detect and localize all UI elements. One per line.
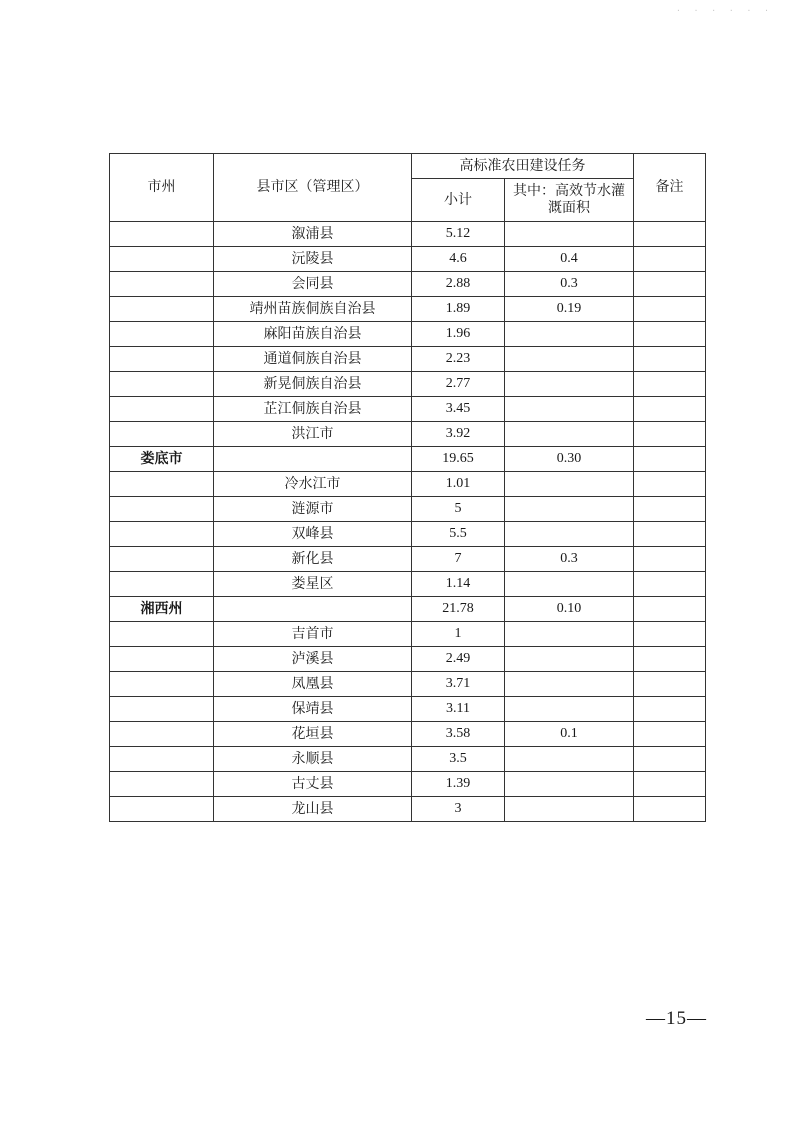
cell-water-saving	[505, 772, 634, 797]
scan-artifact-dots: · · · · · ·	[676, 6, 773, 15]
cell-subtotal: 2.23	[412, 347, 505, 372]
cell-water-saving: 0.3	[505, 547, 634, 572]
table-row	[110, 622, 706, 647]
cell-remark	[634, 747, 706, 772]
cell-water-saving	[505, 522, 634, 547]
cell-county: 靖州苗族侗族自治县	[214, 297, 412, 322]
cell-remark	[634, 572, 706, 597]
table-row	[110, 497, 706, 522]
cell-water-saving: 0.4	[505, 247, 634, 272]
cell-remark	[634, 347, 706, 372]
cell-subtotal: 7	[412, 547, 505, 572]
cell-water-saving: 0.19	[505, 297, 634, 322]
cell-city	[110, 372, 214, 397]
cell-county: 会同县	[214, 272, 412, 297]
table-row	[110, 572, 706, 597]
cell-county: 保靖县	[214, 697, 412, 722]
table-row	[110, 772, 706, 797]
cell-city	[110, 422, 214, 447]
cell-county: 芷江侗族自治县	[214, 397, 412, 422]
cell-county: 洪江市	[214, 422, 412, 447]
table-header	[110, 154, 706, 222]
table-row	[110, 322, 706, 347]
cell-remark	[634, 772, 706, 797]
cell-remark	[634, 397, 706, 422]
cell-water-saving: 0.3	[505, 272, 634, 297]
cell-remark	[634, 247, 706, 272]
cell-subtotal: 1.89	[412, 297, 505, 322]
cell-county: 花垣县	[214, 722, 412, 747]
cell-city	[110, 247, 214, 272]
table-row	[110, 697, 706, 722]
cell-water-saving: 0.30	[505, 447, 634, 472]
table-row	[110, 747, 706, 772]
cell-water-saving	[505, 472, 634, 497]
header-remark: 备注	[634, 154, 706, 222]
cell-subtotal: 21.78	[412, 597, 505, 622]
cell-subtotal: 1.39	[412, 772, 505, 797]
cell-water-saving	[505, 222, 634, 247]
cell-city	[110, 697, 214, 722]
cell-remark	[634, 622, 706, 647]
table-row	[110, 672, 706, 697]
cell-city	[110, 572, 214, 597]
table-row	[110, 347, 706, 372]
table-row	[110, 472, 706, 497]
cell-water-saving	[505, 322, 634, 347]
table-row	[110, 247, 706, 272]
cell-county: 娄星区	[214, 572, 412, 597]
cell-water-saving	[505, 672, 634, 697]
cell-remark	[634, 697, 706, 722]
cell-remark	[634, 672, 706, 697]
cell-subtotal: 2.77	[412, 372, 505, 397]
cell-subtotal: 1	[412, 622, 505, 647]
cell-water-saving	[505, 347, 634, 372]
cell-county: 古丈县	[214, 772, 412, 797]
cell-city	[110, 722, 214, 747]
cell-remark	[634, 372, 706, 397]
table-row	[110, 597, 706, 622]
table-row	[110, 447, 706, 472]
cell-subtotal: 1.14	[412, 572, 505, 597]
farmland-task-table	[109, 153, 706, 822]
cell-county: 泸溪县	[214, 647, 412, 672]
cell-water-saving: 0.10	[505, 597, 634, 622]
table-row	[110, 547, 706, 572]
cell-city: 湘西州	[110, 597, 214, 622]
cell-city	[110, 347, 214, 372]
cell-remark	[634, 272, 706, 297]
cell-county: 通道侗族自治县	[214, 347, 412, 372]
cell-water-saving	[505, 697, 634, 722]
cell-subtotal: 3.92	[412, 422, 505, 447]
cell-county: 永顺县	[214, 747, 412, 772]
cell-subtotal: 1.01	[412, 472, 505, 497]
cell-subtotal: 5.12	[412, 222, 505, 247]
cell-remark	[634, 522, 706, 547]
table-body	[110, 222, 706, 822]
cell-subtotal: 1.96	[412, 322, 505, 347]
cell-subtotal: 5	[412, 497, 505, 522]
cell-water-saving	[505, 647, 634, 672]
cell-subtotal: 2.49	[412, 647, 505, 672]
cell-county: 龙山县	[214, 797, 412, 822]
cell-water-saving	[505, 572, 634, 597]
cell-subtotal: 3.11	[412, 697, 505, 722]
cell-county	[214, 597, 412, 622]
cell-remark	[634, 322, 706, 347]
table-row	[110, 522, 706, 547]
cell-city	[110, 497, 214, 522]
cell-water-saving	[505, 422, 634, 447]
cell-remark	[634, 722, 706, 747]
table-row	[110, 397, 706, 422]
cell-city	[110, 222, 214, 247]
cell-city	[110, 272, 214, 297]
cell-city	[110, 622, 214, 647]
cell-county: 溆浦县	[214, 222, 412, 247]
header-county: 县市区（管理区）	[214, 154, 412, 222]
table-row	[110, 647, 706, 672]
page-number: —15—	[646, 1008, 707, 1029]
cell-remark	[634, 647, 706, 672]
table-row	[110, 272, 706, 297]
cell-county	[214, 447, 412, 472]
cell-city	[110, 397, 214, 422]
cell-remark	[634, 447, 706, 472]
cell-city	[110, 772, 214, 797]
table-row	[110, 372, 706, 397]
cell-county: 吉首市	[214, 622, 412, 647]
header-task-group: 高标准农田建设任务	[412, 154, 634, 179]
cell-water-saving	[505, 747, 634, 772]
header-city: 市州	[110, 154, 214, 222]
cell-remark	[634, 597, 706, 622]
header-subtotal: 小计	[412, 179, 505, 222]
cell-city	[110, 297, 214, 322]
cell-city	[110, 472, 214, 497]
cell-county: 新晃侗族自治县	[214, 372, 412, 397]
cell-city	[110, 647, 214, 672]
cell-subtotal: 19.65	[412, 447, 505, 472]
cell-remark	[634, 297, 706, 322]
cell-city: 娄底市	[110, 447, 214, 472]
cell-remark	[634, 547, 706, 572]
cell-remark	[634, 422, 706, 447]
cell-city	[110, 672, 214, 697]
cell-water-saving: 0.1	[505, 722, 634, 747]
cell-city	[110, 797, 214, 822]
cell-county: 沅陵县	[214, 247, 412, 272]
cell-water-saving	[505, 622, 634, 647]
cell-city	[110, 322, 214, 347]
cell-county: 新化县	[214, 547, 412, 572]
cell-city	[110, 747, 214, 772]
table-row	[110, 797, 706, 822]
cell-water-saving	[505, 397, 634, 422]
cell-remark	[634, 497, 706, 522]
cell-subtotal: 3	[412, 797, 505, 822]
cell-city	[110, 522, 214, 547]
cell-remark	[634, 472, 706, 497]
table-row	[110, 422, 706, 447]
table-row	[110, 722, 706, 747]
header-water-saving-label: 其中：高效节水灌溉面积	[513, 183, 625, 216]
cell-water-saving	[505, 497, 634, 522]
cell-subtotal: 3.58	[412, 722, 505, 747]
cell-remark	[634, 222, 706, 247]
cell-county: 双峰县	[214, 522, 412, 547]
cell-water-saving	[505, 797, 634, 822]
cell-subtotal: 3.71	[412, 672, 505, 697]
cell-remark	[634, 797, 706, 822]
cell-water-saving	[505, 372, 634, 397]
header-water-saving	[505, 179, 634, 222]
cell-subtotal: 3.5	[412, 747, 505, 772]
cell-subtotal: 4.6	[412, 247, 505, 272]
table-row	[110, 222, 706, 247]
cell-county: 凤凰县	[214, 672, 412, 697]
cell-city	[110, 547, 214, 572]
table-row	[110, 297, 706, 322]
cell-county: 冷水江市	[214, 472, 412, 497]
cell-subtotal: 5.5	[412, 522, 505, 547]
cell-county: 涟源市	[214, 497, 412, 522]
cell-subtotal: 3.45	[412, 397, 505, 422]
cell-county: 麻阳苗族自治县	[214, 322, 412, 347]
cell-subtotal: 2.88	[412, 272, 505, 297]
